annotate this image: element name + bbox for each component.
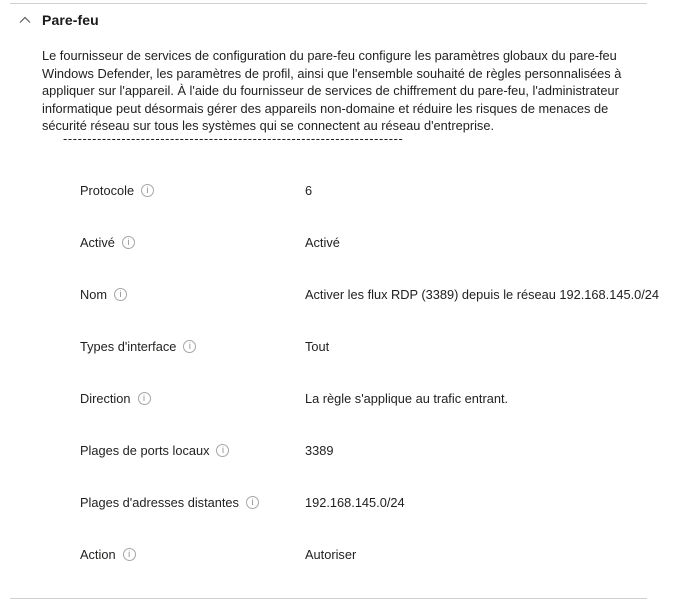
field-value: Activer les flux RDP (3389) depuis le réseau 192.168.145.0/24 <box>305 286 660 302</box>
field-label: Plages d'adresses distantes <box>80 494 239 510</box>
field-value: La règle s'applique au trafic entrant. <box>305 390 509 406</box>
section-bottom-divider <box>10 598 647 599</box>
field-value: 192.168.145.0/24 <box>305 494 405 510</box>
field-label-cell <box>80 287 305 302</box>
field-label: Plages de ports locaux <box>80 442 210 458</box>
info-icon[interactable]: i <box>183 340 196 353</box>
section-title: Pare-feu <box>42 12 99 28</box>
info-icon[interactable]: i <box>141 184 154 197</box>
field-label-cell <box>80 235 305 250</box>
field-value: Tout <box>305 338 330 354</box>
field-label-cell <box>80 495 305 510</box>
field-label-cell <box>80 547 305 562</box>
info-icon[interactable]: i <box>138 392 151 405</box>
field-value: Activé <box>305 234 340 250</box>
field-row-active <box>0 216 676 268</box>
field-row-action <box>0 528 676 580</box>
field-row-direction <box>0 372 676 424</box>
info-icon[interactable]: i <box>114 288 127 301</box>
field-value: 6 <box>305 182 313 198</box>
field-row-adresses-distantes <box>0 476 676 528</box>
section-top-divider <box>10 3 647 4</box>
field-value: Autoriser <box>305 546 357 562</box>
section-header-pare-feu[interactable] <box>18 12 99 28</box>
info-icon[interactable]: i <box>122 236 135 249</box>
field-label: Direction <box>80 390 131 406</box>
info-icon[interactable]: i <box>216 444 229 457</box>
field-label: Activé <box>80 234 115 250</box>
field-label-cell <box>80 183 305 198</box>
field-label-cell <box>80 339 305 354</box>
field-label: Protocole <box>80 182 135 198</box>
section-description: Le fournisseur de services de configuration du pare-feu configure les paramètres globaux du pare-feu Windows Defender, les paramètres de profil, ainsi que l'ensemble souhaité de règles personnalisées à appliquer sur l'appareil. À l'aide du fournisseur de services de chiffrement du pare-feu, l'administrateur informatique peut désormais gérer des appareils non-domaine et réduire les risques de menaces de sécurité réseau sur tous les systèmes qui se connectent au réseau d'entreprise. <box>42 48 622 133</box>
field-label: Nom <box>80 286 108 302</box>
field-row-protocole <box>0 164 676 216</box>
field-row-types-interface <box>0 320 676 372</box>
field-row-nom <box>0 268 676 320</box>
field-list <box>0 164 676 580</box>
field-value: 3389 <box>305 442 334 458</box>
field-label-cell <box>80 443 305 458</box>
field-row-ports-locaux <box>0 424 676 476</box>
chevron-up-icon[interactable] <box>18 15 32 25</box>
dashed-separator: ---------------------------------------------------------------------- <box>63 131 404 146</box>
field-label-cell <box>80 391 305 406</box>
field-label: Action <box>80 546 116 562</box>
info-icon[interactable]: i <box>246 496 259 509</box>
info-icon[interactable]: i <box>123 548 136 561</box>
field-label: Types d'interface <box>80 338 177 354</box>
